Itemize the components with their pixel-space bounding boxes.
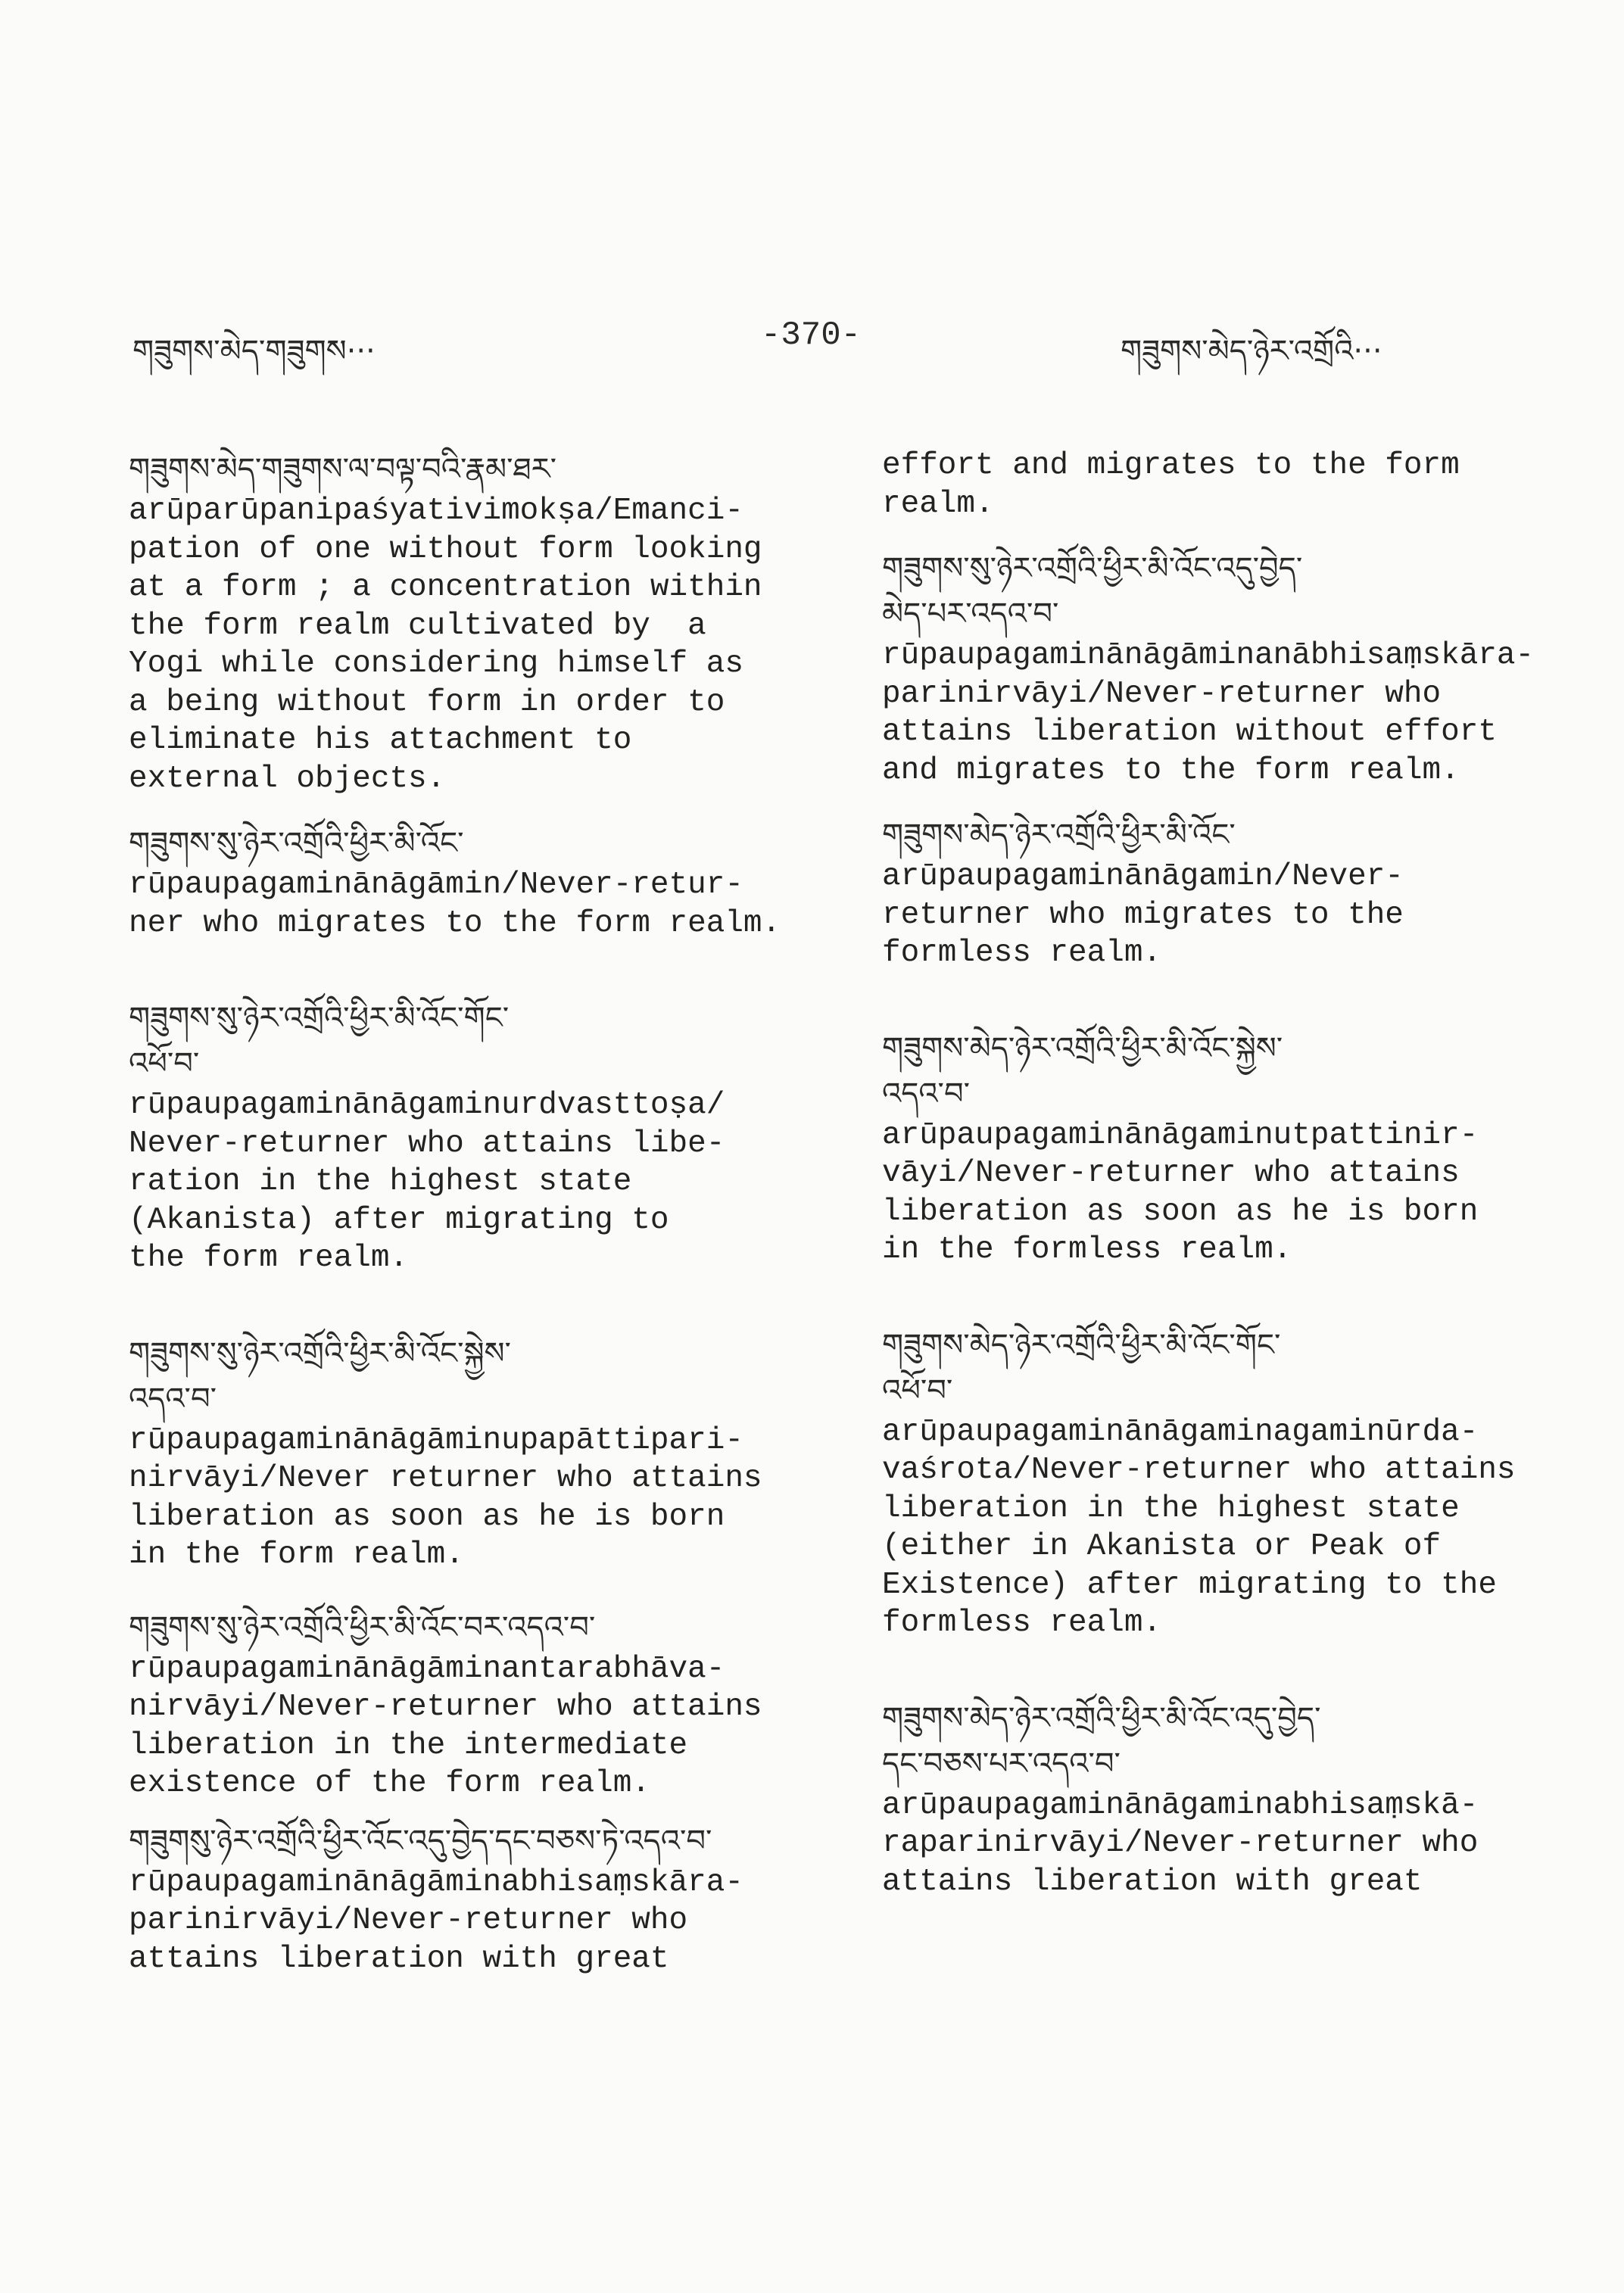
dictionary-entry xyxy=(129,1818,810,1979)
tibetan-term: གཟུགས་སུ་ཉེར་འགྲོའི་ཕྱིར་མི་འོང་སྐྱེས་ འདའ་བ་ xyxy=(129,1335,511,1416)
dictionary-entry xyxy=(882,546,1563,790)
dictionary-entry xyxy=(129,447,810,798)
left-column xyxy=(129,447,810,1978)
dictionary-entry xyxy=(882,812,1563,973)
dictionary-entry-continued xyxy=(882,447,1563,523)
tibetan-term: གཟུགས་སུ་ཉེར་འགྲོའི་ཕྱིར་མི་འོང་གོང་ འཕོ་བ་ xyxy=(129,1001,510,1081)
dictionary-entry xyxy=(882,1696,1563,1902)
dictionary-entry xyxy=(129,1605,810,1803)
entry-definition: rūpaupagaminānāgaminurdvasttoṣa/ Never-returner who attains libe- ration in the highest state (Akanista) after migrating to the form realm. xyxy=(129,1088,725,1276)
right-column xyxy=(882,447,1563,1901)
entry-definition: arūpaupagaminānāgamin/Never- returner who migrates to the formless realm. xyxy=(882,859,1404,970)
header-left-term: གཟུགས་མེད་གཟུགས··· xyxy=(132,334,376,369)
dictionary-entry xyxy=(882,1026,1563,1270)
entry-definition: arūparūpanipaśyativimokṣa/Emanci- pation of one without form looking at a form ; a concentration within the form realm cultivated by a Yogi while considering himself as a being without form in order to eliminate his attachment to external objects. xyxy=(129,494,762,796)
tibetan-term: གཟུགས་མེད་ཉེར་འགྲོའི་ཕྱིར་མི་འོང་གོང་ འཕོ་བ་ xyxy=(882,1327,1281,1408)
entry-definition: rūpaupagaminānāgāminupapāttipari- nirvāyi/Never returner who attains liberation as soon as he is born in the form realm. xyxy=(129,1422,762,1572)
tibetan-term: གཟུགས་སུ་ཉེར་འགྲོའི་ཕྱིར་མི་འོང་ xyxy=(129,826,464,861)
tibetan-term: གཟུགས་སུ་ཉེར་འགྲོའི་ཕྱིར་མི་འོང་བར་འདའ་བ་ xyxy=(129,1609,596,1645)
tibetan-term: གཟུགས་མེད་ཉེར་འགྲོའི་ཕྱིར་མི་འོང་འདུ་བྱེད་ དང་བཅས་པར་འདའ་བ་ xyxy=(882,1700,1321,1781)
entry-definition: rūpaupagaminānāgāminabhisaṃskāra- parinirvāyi/Never-returner who attains liberation with great xyxy=(129,1865,743,1977)
dictionary-entry xyxy=(129,995,810,1278)
entry-definition: rūpaupagaminānāgāmin/Never-retur- ner who migrates to the form realm. xyxy=(129,868,781,941)
entry-definition: rūpaupagaminānāgāminantarabhāva- nirvāyi/Never-returner who attains liberation in the intermediate existence of the form realm. xyxy=(129,1651,762,1801)
entry-definition: arūpaupagaminānāgaminagaminūrda- vaśrota/Never-returner who attains liberation in the highest state (either in Akanista or Peak of Existence) after migrating to the formless realm. xyxy=(882,1414,1516,1640)
dictionary-entry xyxy=(129,1331,810,1575)
tibetan-term: གཟུགས་མེད་ཉེར་འགྲོའི་ཕྱིར་མི་འོང་ xyxy=(882,818,1236,852)
tibetan-term: གཟུགས་སུ་ཉེར་འགྲོའི་ཕྱིར་མི་འོང་འདུ་བྱེད་ མེད་པར་འདའ་བ་ xyxy=(882,551,1303,631)
tibetan-term: གཟུགས་མེད་ཉེར་འགྲོའི་ཕྱིར་མི་འོང་སྐྱེས་ འདའ་བ་ xyxy=(882,1030,1283,1111)
tibetan-term: གཟུགས་མེད་གཟུགས་ལ་བལྟ་བའི་རྣམ་ཐར་ xyxy=(129,452,556,487)
tibetan-term: གཟུགསུ་ཉེར་འགྲོའི་ཕྱིར་འོང་འདུ་བྱེད་དང་བཅས་ཏེ་འདའ་བ་ xyxy=(129,1823,712,1858)
entry-definition: rūpaupagaminānāgāminanābhisaṃskāra- parinirvāyi/Never-returner who attains liberation without effort and migrates to the form realm. xyxy=(882,638,1535,788)
entry-definition: arūpaupagaminānāgaminabhisaṃskā- raparinirvāyi/Never-returner who attains liberation with great xyxy=(882,1787,1479,1899)
dictionary-entry xyxy=(129,821,810,942)
header-right-term: གཟུགས་མེད་ཉེར་འགྲོའི··· xyxy=(1121,334,1382,369)
entry-definition: arūpaupagaminānāgaminutpattinir- vāyi/Never-returner who attains liberation as soon as he is born in the formless realm. xyxy=(882,1117,1479,1267)
page-number: -370- xyxy=(761,316,862,354)
dictionary-entry xyxy=(882,1323,1563,1643)
entry-definition: effort and migrates to the form realm. xyxy=(882,448,1460,522)
